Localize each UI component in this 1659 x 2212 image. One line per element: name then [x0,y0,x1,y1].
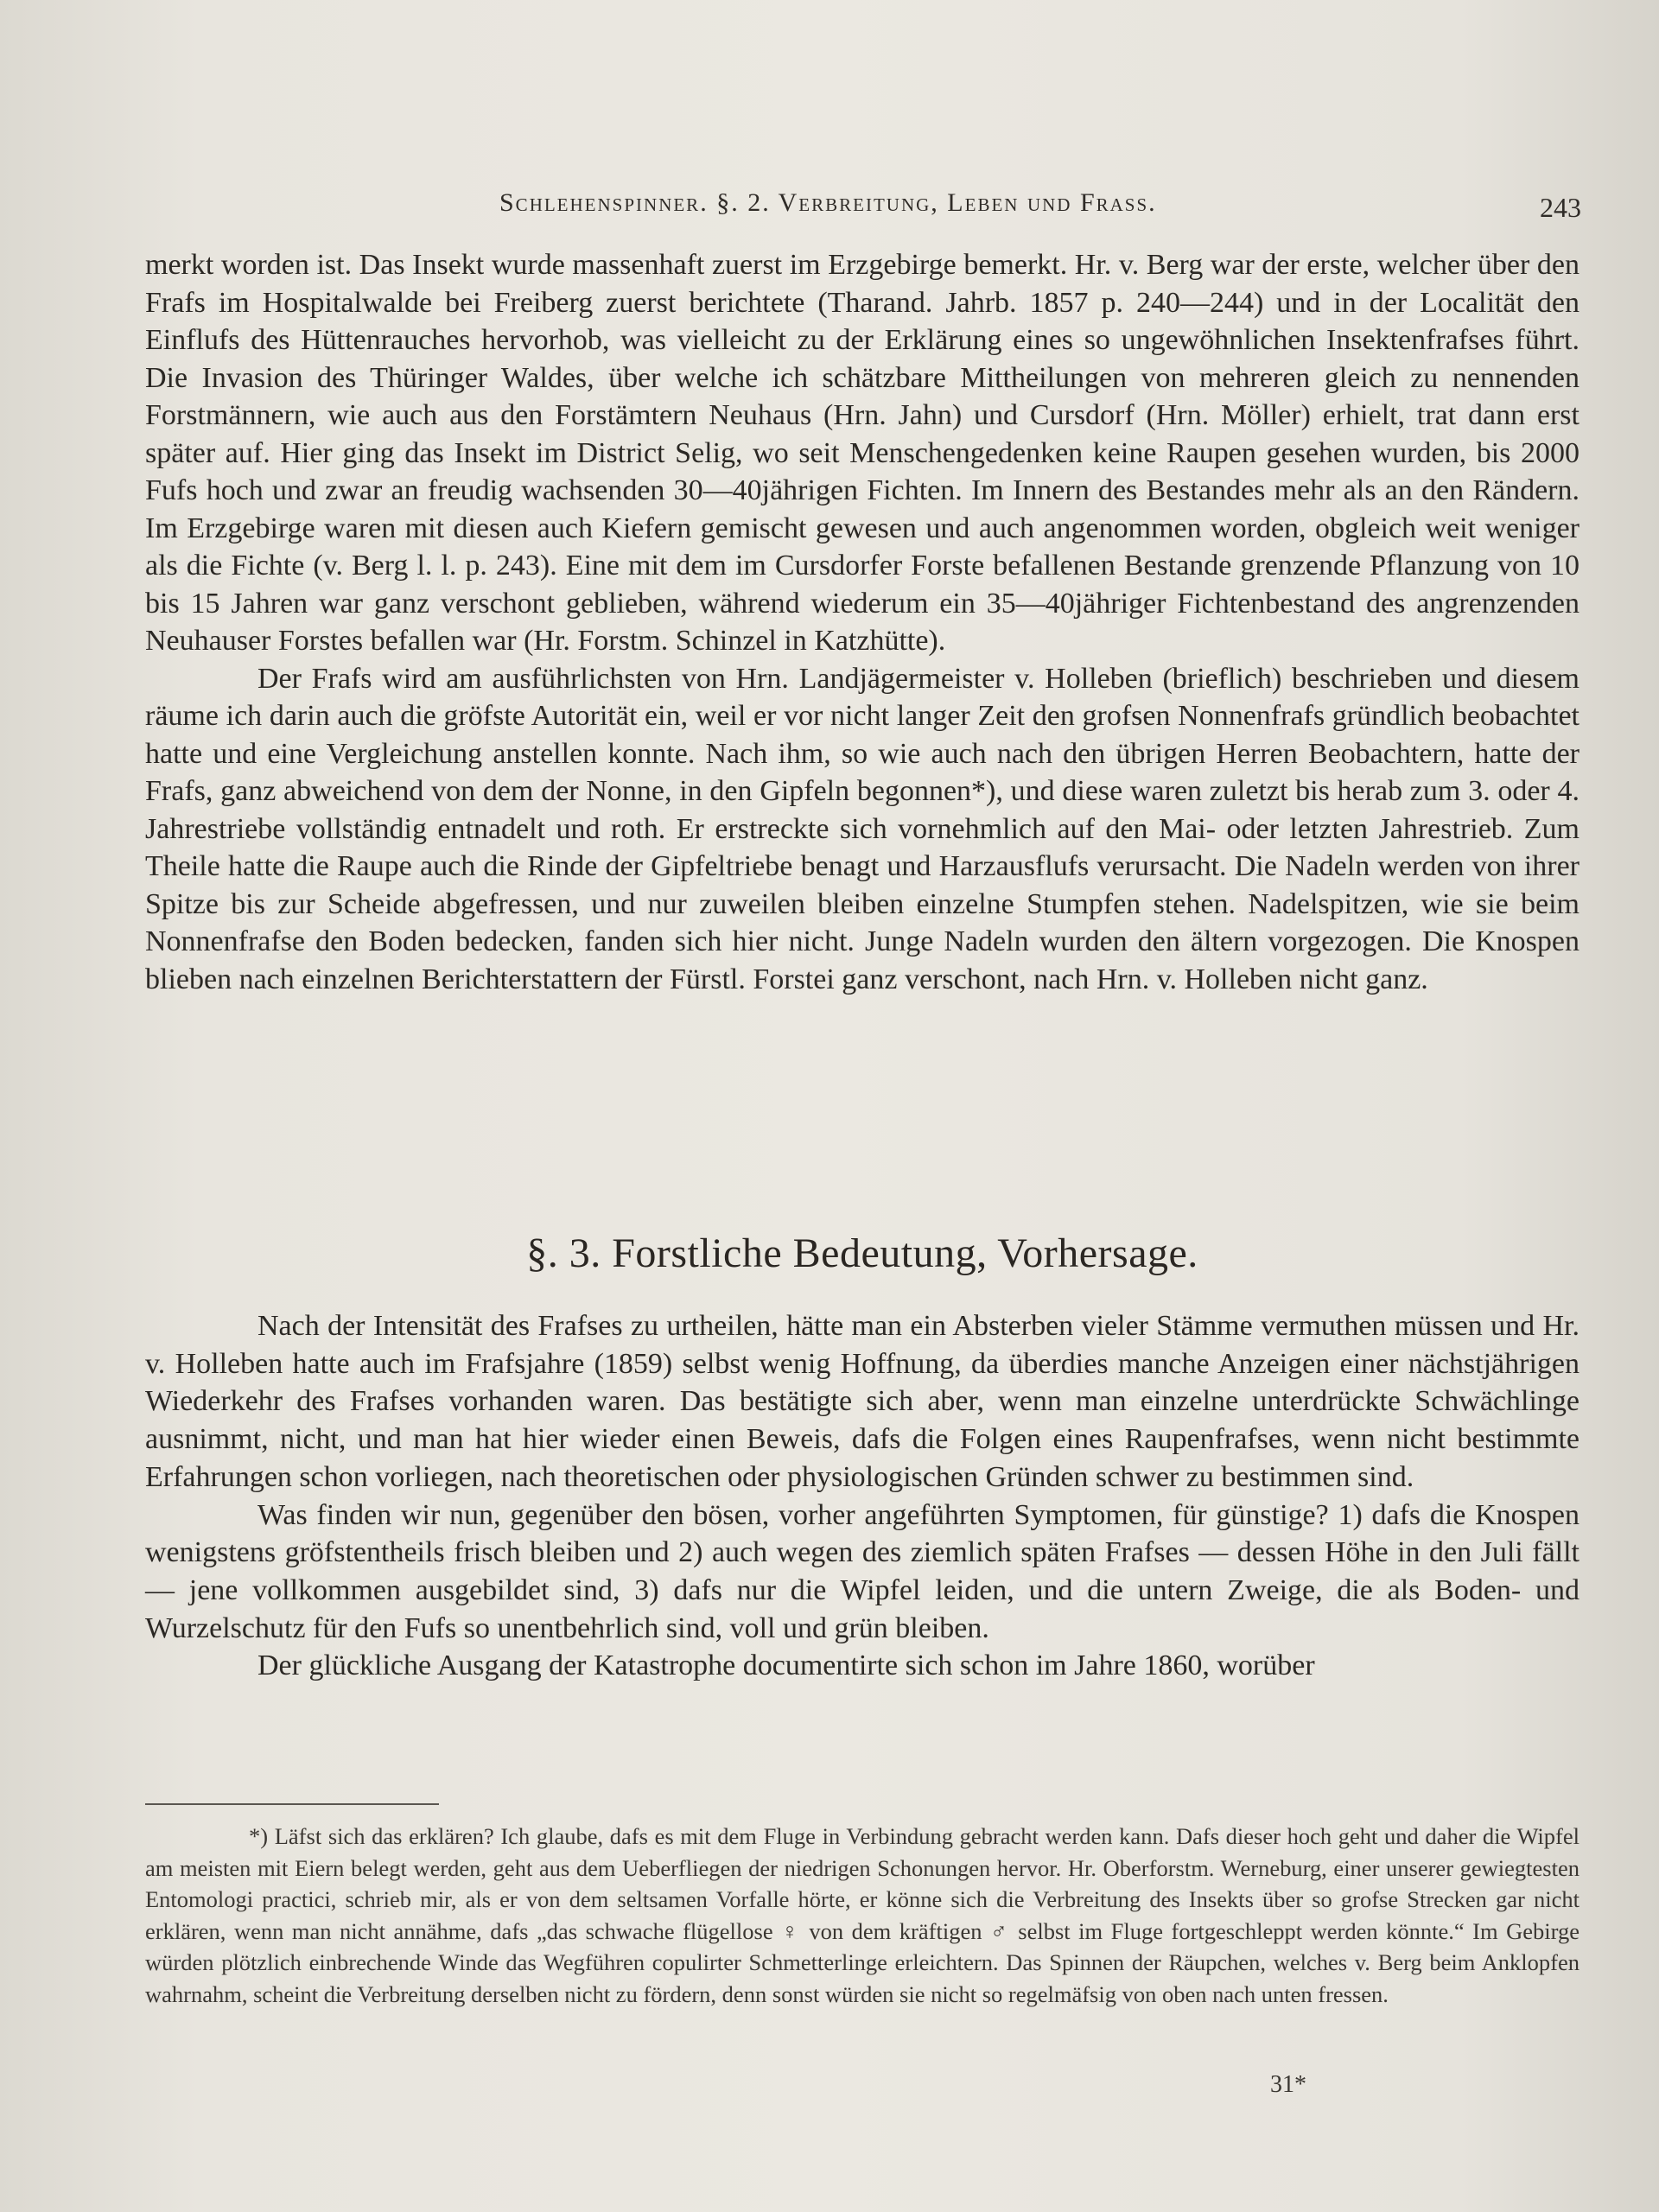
paragraph-symptoms: Was finden wir nun, gegenüber den bösen, vorher angeführten Symptomen, für günstige? 1) dafs die Knospen wenigstens gröfstentheils frisch bleiben und 2) auch wegen des ziemlich späten Frafses — dessen Höhe in den Juli fällt — jene vollkommen ausgebildet sind, 3) dafs nur die Wipfel leiden, und die untern Zweige, die als Boden- und Wurzelschutz für den Fufs so unentbehrlich sind, voll und grün bleiben. [145,1498,1580,1644]
paragraph-frass: Der Frafs wird am ausführlichsten von Hrn. Landjägermeister v. Holleben (brieflich) beschrieben und diesem räume ich darin auch die gröfste Autorität ein, weil er vor nicht langer Zeit den grofsen Nonnenfrafs gründlich beobachtet hatte und eine Vergleichung anstellen konnte. Nach ihm, so wie auch nach den übrigen Herren Beobachtern, hatte der Frafs, ganz abweichend von dem der Nonne, in den Gipfeln begonnen*), und diese waren zuletzt bis herab zum 3. oder 4. Jahrestriebe vollständig entnadelt und roth. Er erstreckte sich vornehmlich auf den Mai- oder letzten Jahrestrieb. Zum Theile hatte die Raupe auch die Rinde der Gipfeltriebe benagt und Harzausflufs verursacht. Die Nadeln werden von ihrer Spitze bis zur Scheide abgefressen, und nur zuweilen bleiben einzelne Stumpfen stehen. Nadelspitzen, wie sie beim Nonnenfrafse den Boden bedecken, fanden sich hier nicht. Junge Nadeln wurden den ältern vorgezogen. Die Knospen blieben nach einzelnen Berichterstattern der Fürstl. Forstei ganz verschont, nach Hrn. v. Holleben nicht ganz. [145,662,1580,995]
body-text [145,246,1580,998]
section-body [145,1307,1580,1685]
section-heading: §. 3. Forstliche Bedeutung, Vorhersage. [526,1230,1198,1276]
running-head [147,188,1581,232]
page-number: 243 [1540,192,1581,223]
running-title: Schlehenspinner. §. 2. Verbreitung, Leben und Frass. [499,188,1157,217]
signature-mark: 31* [1270,2071,1306,2098]
paragraph-continued: merkt worden ist. Das Insekt wurde massenhaft zuerst im Erzgebirge bemerkt. Hr. v. Berg war der erste, welcher über den Frafs im Hospitalwalde bei Freiberg zuerst berichtete (Tharand. Jahrb. 1857 p. 240—244) und in der Localität den Einflufs des Hüttenrauches hervorhob, was vielleicht zu der Erklärung eines so ungewöhnlichen Insektenfrafses führt. Die Invasion des Thüringer Waldes, über welche ich schätzbare Mittheilungen von mehreren gleich zu nennenden Forstmännern, wie auch aus den Forstämtern Neuhaus (Hrn. Jahn) und Cursdorf (Hrn. Möller) erhielt, trat dann erst später auf. Hier ging das Insekt im District Selig, wo seit Menschengedenken keine Raupen gesehen wurden, bis 2000 Fufs hoch und zwar an freudig wachsenden 30—40jährigen Fichten. Im Innern des Bestandes mehr als an den Rändern. Im Erzgebirge waren mit diesen auch Kiefern gemischt gewesen und auch angenommen worden, obgleich weit weniger als die Fichte (v. Berg l. l. p. 243). Eine mit dem im Cursdorfer Forste befallenen Bestande grenzende Pflanzung von 10 bis 15 Jahren war ganz verschont geblieben, während wiederum ein 35—40jähriger Fichtenbestand des angrenzenden Neuhauser Forstes befallen war (Hr. Forstm. Schinzel in Katzhütte). [145,249,1580,657]
footnote: *) Läfst sich das erklären? Ich glaube, dafs es mit dem Fluge in Verbindung gebracht werden kann. Dafs dieser hoch geht und daher die Wipfel am meisten mit Eiern belegt werden, geht aus dem Ueberfliegen der niedrigen Schonungen hervor. Hr. Oberforstm. Werneburg, einer unserer gewiegtesten Entomologi practici, schrieb mir, als er von dem seltsamen Vorfalle hörte, er könne sich die Verbreitung des Insekts über so grofse Strecken gar nicht erklären, wenn man nicht annähme, dafs „das schwache flügellose ♀ von dem kräftigen ♂ selbst im Fluge fortgeschleppt werden könnte.“ Im Gebirge würden plötzlich einbrechende Winde das Wegführen copulirter Schmetterlinge erleichtern. Das Spinnen der Räupchen, welches v. Berg beim Anklopfen wahrnahm, scheint die Verbreitung derselben nicht zu fördern, denn sonst würden sie nicht so regelmäfsig von oben nach unten fressen. [145,1823,1580,2007]
paragraph-intensity: Nach der Intensität des Frafses zu urtheilen, hätte man ein Absterben vieler Stämme vermuthen müssen und Hr. v. Holleben hatte auch im Frafsjahre (1859) selbst wenig Hoffnung, da überdies manche Anzeigen einer nächstjährigen Wiederkehr des Frafses vorhanden waren. Das bestätigte sich aber, wenn man einzelne unterdrückte Schwächlinge ausnimmt, nicht, und man hat hier wieder einen Beweis, dafs die Folgen eines Raupenfrafses, wenn nicht bestimmte Erfahrungen schon vorliegen, nach theoretischen oder physiologischen Gründen schwer zu bestimmen sind. [145,1310,1580,1493]
footnote-divider [145,1803,439,1805]
paragraph-outcome: Der glückliche Ausgang der Katastrophe documentirte sich schon im Jahre 1860, worüber [257,1649,1315,1682]
